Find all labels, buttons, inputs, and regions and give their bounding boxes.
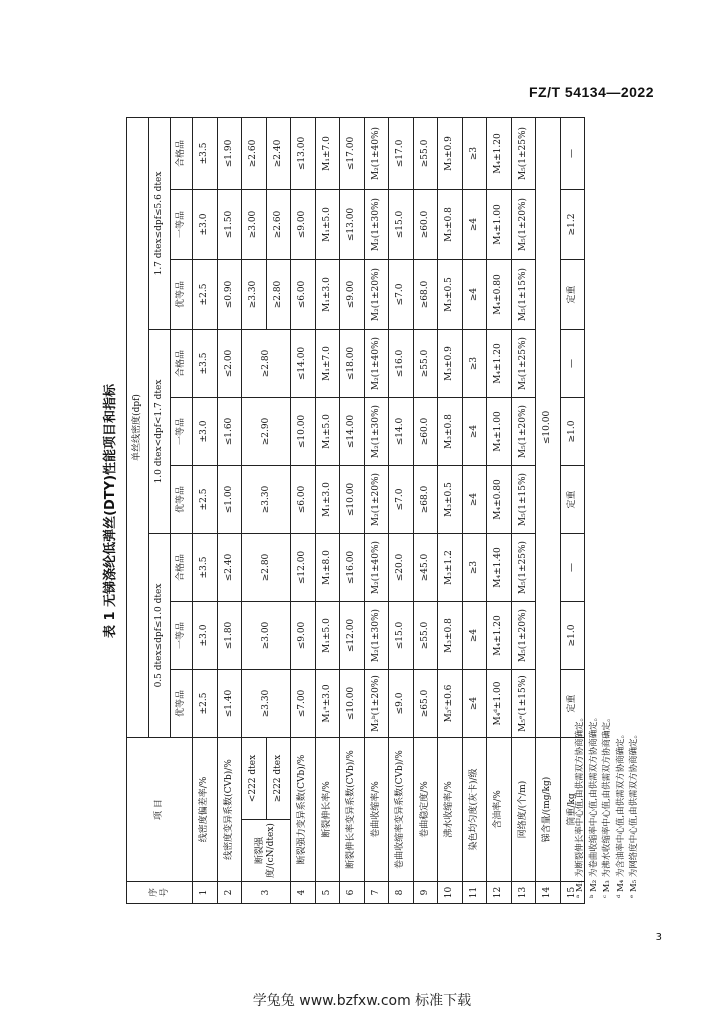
value-cell: M₂(1±40%) <box>364 534 389 602</box>
row-item: 线密度变异系数(CVb)/% <box>217 738 242 882</box>
value-cell: ≥3.00 <box>242 190 267 260</box>
watermark: 学兔兔 www.bzfxw.com 标准下载 <box>252 993 472 1009</box>
value-cell: ≥2.80 <box>242 534 291 602</box>
header-group-1: 0.5 dtex≤dpf≤1.0 dtex <box>149 534 171 738</box>
table-row <box>389 117 414 903</box>
value-cell: M₂(1±20%) <box>364 466 389 534</box>
row-number: 8 <box>389 882 414 904</box>
rotated-table-region <box>96 118 656 904</box>
value-cell: 定重 <box>560 670 585 738</box>
value-cell: ≤2.40 <box>217 534 242 602</box>
value-cell: 定重 <box>560 260 585 330</box>
page-number: 3 <box>655 932 662 943</box>
value-cell: — <box>560 330 585 398</box>
note-line: ᵉ M₅ 为网络度中心值,由供需双方协商确定。 <box>629 729 639 898</box>
value-cell: ≤6.00 <box>291 466 316 534</box>
row-item: 含油率/% <box>487 738 512 882</box>
value-cell: ≤12.00 <box>291 534 316 602</box>
value-cell: M₃±0.8 <box>438 190 463 260</box>
table-notes <box>574 118 642 904</box>
value-cell: ≥65.0 <box>413 670 438 738</box>
value-cell: ≤14.00 <box>291 330 316 398</box>
value-cell: ≤9.0 <box>389 670 414 738</box>
row-number: 5 <box>315 882 340 904</box>
row-item: 线密度偏差率/% <box>193 738 218 882</box>
value-cell: M₄±1.00 <box>487 190 512 260</box>
value-cell: ≥3 <box>462 117 487 189</box>
value-cell: M₅(1±25%) <box>511 117 536 189</box>
value-cell: ≤16.0 <box>389 330 414 398</box>
row-number: 9 <box>413 882 438 904</box>
value-cell: M₁±5.0 <box>315 398 340 466</box>
value-cell: ≥55.0 <box>413 117 438 189</box>
value-cell: ≥4 <box>462 670 487 738</box>
value-cell: ±2.5 <box>193 260 218 330</box>
value-cell: ≥55.0 <box>413 330 438 398</box>
header-grade: 合格品 <box>171 117 193 189</box>
value-cell: M₅(1±20%) <box>511 190 536 260</box>
row-item: 卷曲收缩率/% <box>364 738 389 882</box>
row-number: 4 <box>291 882 316 904</box>
row-number: 12 <box>487 882 512 904</box>
row-item: 卷曲收缩率变异系数(CVb)/% <box>389 738 414 882</box>
table-row <box>462 117 487 903</box>
value-cell: ±3.5 <box>193 117 218 189</box>
value-cell: ≥3.30 <box>242 260 267 330</box>
value-cell: M₃±0.9 <box>438 330 463 398</box>
table-row <box>242 117 267 903</box>
value-cell: ≥1.2 <box>560 190 585 260</box>
value-cell: M₁±5.0 <box>315 602 340 670</box>
value-cell: ≤6.00 <box>291 260 316 330</box>
value-cell: ≥4 <box>462 260 487 330</box>
row-number: 3 <box>242 882 291 904</box>
header-grade: 一等品 <box>171 190 193 260</box>
value-cell: M₁ᵃ±3.0 <box>315 670 340 738</box>
row-item: 卷曲稳定度/% <box>413 738 438 882</box>
value-cell: ≥2.40 <box>266 117 291 189</box>
value-cell: ≤20.0 <box>389 534 414 602</box>
value-cell: ≥2.60 <box>266 190 291 260</box>
row-item: 沸水收缩率/% <box>438 738 463 882</box>
header-grade: 优等品 <box>171 670 193 738</box>
value-cell: M₄±1.20 <box>487 330 512 398</box>
value-cell: M₁±3.0 <box>315 466 340 534</box>
value-cell: ±2.5 <box>193 466 218 534</box>
value-cell: M₂(1±30%) <box>364 190 389 260</box>
value-cell: M₁±8.0 <box>315 534 340 602</box>
value-cell: ≤14.00 <box>340 398 365 466</box>
header-grade: 合格品 <box>171 534 193 602</box>
value-cell: M₄±1.00 <box>487 398 512 466</box>
value-cell: ±3.0 <box>193 602 218 670</box>
row-item: 断裂伸长率变异系数(CVb)/% <box>340 738 365 882</box>
value-cell: ≤1.00 <box>217 466 242 534</box>
value-cell: M₁±3.0 <box>315 260 340 330</box>
header-grade: 合格品 <box>171 330 193 398</box>
value-cell: M₄±1.20 <box>487 602 512 670</box>
value-cell: M₅(1±20%) <box>511 398 536 466</box>
value-cell: M₃±0.8 <box>438 602 463 670</box>
value-cell: ±3.0 <box>193 190 218 260</box>
value-cell: ±3.5 <box>193 330 218 398</box>
note-line: ᵃ M₁ 为断裂伸长率中心值,由供需双方协商确定。 <box>575 713 585 898</box>
row-number: 10 <box>438 882 463 904</box>
value-cell: ≤9.00 <box>291 602 316 670</box>
header-row-1 <box>127 117 149 903</box>
value-cell: ±2.5 <box>193 670 218 738</box>
value-cell: ≥3 <box>462 534 487 602</box>
value-cell: ≥3 <box>462 330 487 398</box>
value-cell: ≤15.0 <box>389 190 414 260</box>
spec-table <box>126 117 585 904</box>
value-cell: ≤2.00 <box>217 330 242 398</box>
value-cell: ≤18.00 <box>340 330 365 398</box>
value-cell: M₄ᵈ±1.00 <box>487 670 512 738</box>
value-cell: ≥3.30 <box>242 670 291 738</box>
value-cell: M₂(1±30%) <box>364 602 389 670</box>
note-line: ᵈ M₄ 为含油率中心值,由供需双方协商确定。 <box>615 729 626 898</box>
value-cell: ≤7.0 <box>389 466 414 534</box>
value-cell: ≤7.00 <box>291 670 316 738</box>
value-cell: ≤10.00 <box>291 398 316 466</box>
value-cell: M₁±7.0 <box>315 330 340 398</box>
header-grade: 一等品 <box>171 398 193 466</box>
value-cell: ≤10.00 <box>340 466 365 534</box>
value-cell: ±3.5 <box>193 534 218 602</box>
value-cell: M₅(1±25%) <box>511 534 536 602</box>
value-cell: ≥2.90 <box>242 398 291 466</box>
value-cell: ≥68.0 <box>413 466 438 534</box>
row-item: 网络度/(个/m) <box>511 738 536 882</box>
value-cell: M₂ᵇ(1±20%) <box>364 670 389 738</box>
value-cell: ≤0.90 <box>217 260 242 330</box>
value-cell: ≤13.00 <box>291 117 316 189</box>
value-cell: ≤1.50 <box>217 190 242 260</box>
value-cell: M₁±7.0 <box>315 117 340 189</box>
value-cell: ≤9.00 <box>291 190 316 260</box>
value-cell: ±3.0 <box>193 398 218 466</box>
note-line: ᵇ M₂ 为卷曲收缩率中心值,由供需双方协商确定。 <box>588 712 599 898</box>
row-item: 筒重/kg <box>560 738 585 882</box>
rotated-table-content <box>96 118 656 904</box>
header-item: 项 目 <box>127 738 193 882</box>
table-row <box>438 117 463 903</box>
value-cell: M₄±0.80 <box>487 260 512 330</box>
value-cell: 定重 <box>560 466 585 534</box>
table-title: 表 1 无锑涤纶低弹丝(DTY)性能项目和指标 <box>103 383 118 639</box>
row-number: 1 <box>193 882 218 904</box>
value-cell: ≥2.80 <box>266 260 291 330</box>
value-cell: ≥4 <box>462 466 487 534</box>
table-row <box>364 117 389 903</box>
value-cell: ≥3.30 <box>242 466 291 534</box>
value-cell: M₁±5.0 <box>315 190 340 260</box>
value-cell: ≥1.0 <box>560 602 585 670</box>
value-cell: ≤16.00 <box>340 534 365 602</box>
value-cell: M₅(1±20%) <box>511 602 536 670</box>
row-item: 断裂强力变异系数(CVb)/% <box>291 738 316 882</box>
header-grade: 一等品 <box>171 602 193 670</box>
table-row <box>340 117 365 903</box>
row-number: 2 <box>217 882 242 904</box>
value-cell: ≥55.0 <box>413 602 438 670</box>
value-cell: M₃±0.5 <box>438 466 463 534</box>
value-cell: ≥60.0 <box>413 398 438 466</box>
header-grade: 优等品 <box>171 466 193 534</box>
value-cell: ≤1.60 <box>217 398 242 466</box>
value-cell: ≥68.0 <box>413 260 438 330</box>
header-group-2: 1.0 dtex<dpf<1.7 dtex <box>149 330 171 534</box>
value-cell: ≤1.80 <box>217 602 242 670</box>
value-cell: ≥4 <box>462 190 487 260</box>
value-cell: ≤9.00 <box>340 260 365 330</box>
value-cell: ≥2.60 <box>242 117 267 189</box>
row-subitem: ≥222 dtex <box>266 738 291 820</box>
value-cell: ≤17.00 <box>340 117 365 189</box>
value-cell: ≥45.0 <box>413 534 438 602</box>
value-cell: M₂(1±40%) <box>364 117 389 189</box>
row-number: 15 <box>560 882 585 904</box>
value-cell: M₂(1±30%) <box>364 398 389 466</box>
table-row <box>536 117 561 903</box>
value-cell: ≤15.0 <box>389 602 414 670</box>
value-cell: M₅ᵉ(1±15%) <box>511 670 536 738</box>
table-row <box>193 117 218 903</box>
value-cell: ≤12.00 <box>340 602 365 670</box>
value-cell: M₄±1.20 <box>487 117 512 189</box>
standard-code: FZ/T 54134—2022 <box>528 84 654 100</box>
value-cell: M₃±1.2 <box>438 534 463 602</box>
table-row <box>511 117 536 903</box>
row-number: 6 <box>340 882 365 904</box>
header-seq: 序号 <box>127 882 193 904</box>
header-dpf: 单丝线密度(dpf) <box>127 117 149 737</box>
value-cell: ≤14.0 <box>389 398 414 466</box>
value-cell: M₅(1±15%) <box>511 466 536 534</box>
row-number: 13 <box>511 882 536 904</box>
row-item: 断裂伸长率/% <box>315 738 340 882</box>
value-cell: M₅(1±15%) <box>511 260 536 330</box>
value-cell: ≤1.90 <box>217 117 242 189</box>
row-number: 11 <box>462 882 487 904</box>
value-cell: — <box>560 534 585 602</box>
value-cell: M₃±0.8 <box>438 398 463 466</box>
note-line: ᶜ M₃ 为沸水收缩率中心值,由供需双方协商确定。 <box>602 713 612 898</box>
row-item: 断裂强度/(cN/dtex) <box>242 820 291 882</box>
header-group-3: 1.7 dtex≤dpf≤5.6 dtex <box>149 117 171 329</box>
value-cell: ≤10.00 <box>536 117 561 737</box>
value-cell: ≤17.0 <box>389 117 414 189</box>
value-cell: M₃±0.9 <box>438 117 463 189</box>
value-cell: ≥2.80 <box>242 330 291 398</box>
value-cell: ≤1.40 <box>217 670 242 738</box>
value-cell: ≥1.0 <box>560 398 585 466</box>
header-grade: 优等品 <box>171 260 193 330</box>
table-row <box>487 117 512 903</box>
table-row <box>291 117 316 903</box>
value-cell: ≤10.00 <box>340 670 365 738</box>
row-item: 染色均匀度(灰卡)/级 <box>462 738 487 882</box>
row-subitem: <222 dtex <box>242 738 267 820</box>
value-cell: ≤7.0 <box>389 260 414 330</box>
value-cell: M₄±1.40 <box>487 534 512 602</box>
value-cell: ≥60.0 <box>413 190 438 260</box>
value-cell: M₃ᶜ±0.6 <box>438 670 463 738</box>
table-row <box>217 117 242 903</box>
value-cell: M₃±0.5 <box>438 260 463 330</box>
value-cell: ≤13.00 <box>340 190 365 260</box>
table-row <box>413 117 438 903</box>
row-number: 14 <box>536 882 561 904</box>
value-cell: M₅(1±25%) <box>511 330 536 398</box>
value-cell: — <box>560 117 585 189</box>
row-item: 锑含量/(mg/kg) <box>536 738 561 882</box>
value-cell: ≥4 <box>462 398 487 466</box>
value-cell: ≥3.00 <box>242 602 291 670</box>
table-row <box>315 117 340 903</box>
value-cell: M₂(1±40%) <box>364 330 389 398</box>
value-cell: M₂(1±20%) <box>364 260 389 330</box>
row-number: 7 <box>364 882 389 904</box>
value-cell: M₄±0.80 <box>487 466 512 534</box>
value-cell: ≥4 <box>462 602 487 670</box>
